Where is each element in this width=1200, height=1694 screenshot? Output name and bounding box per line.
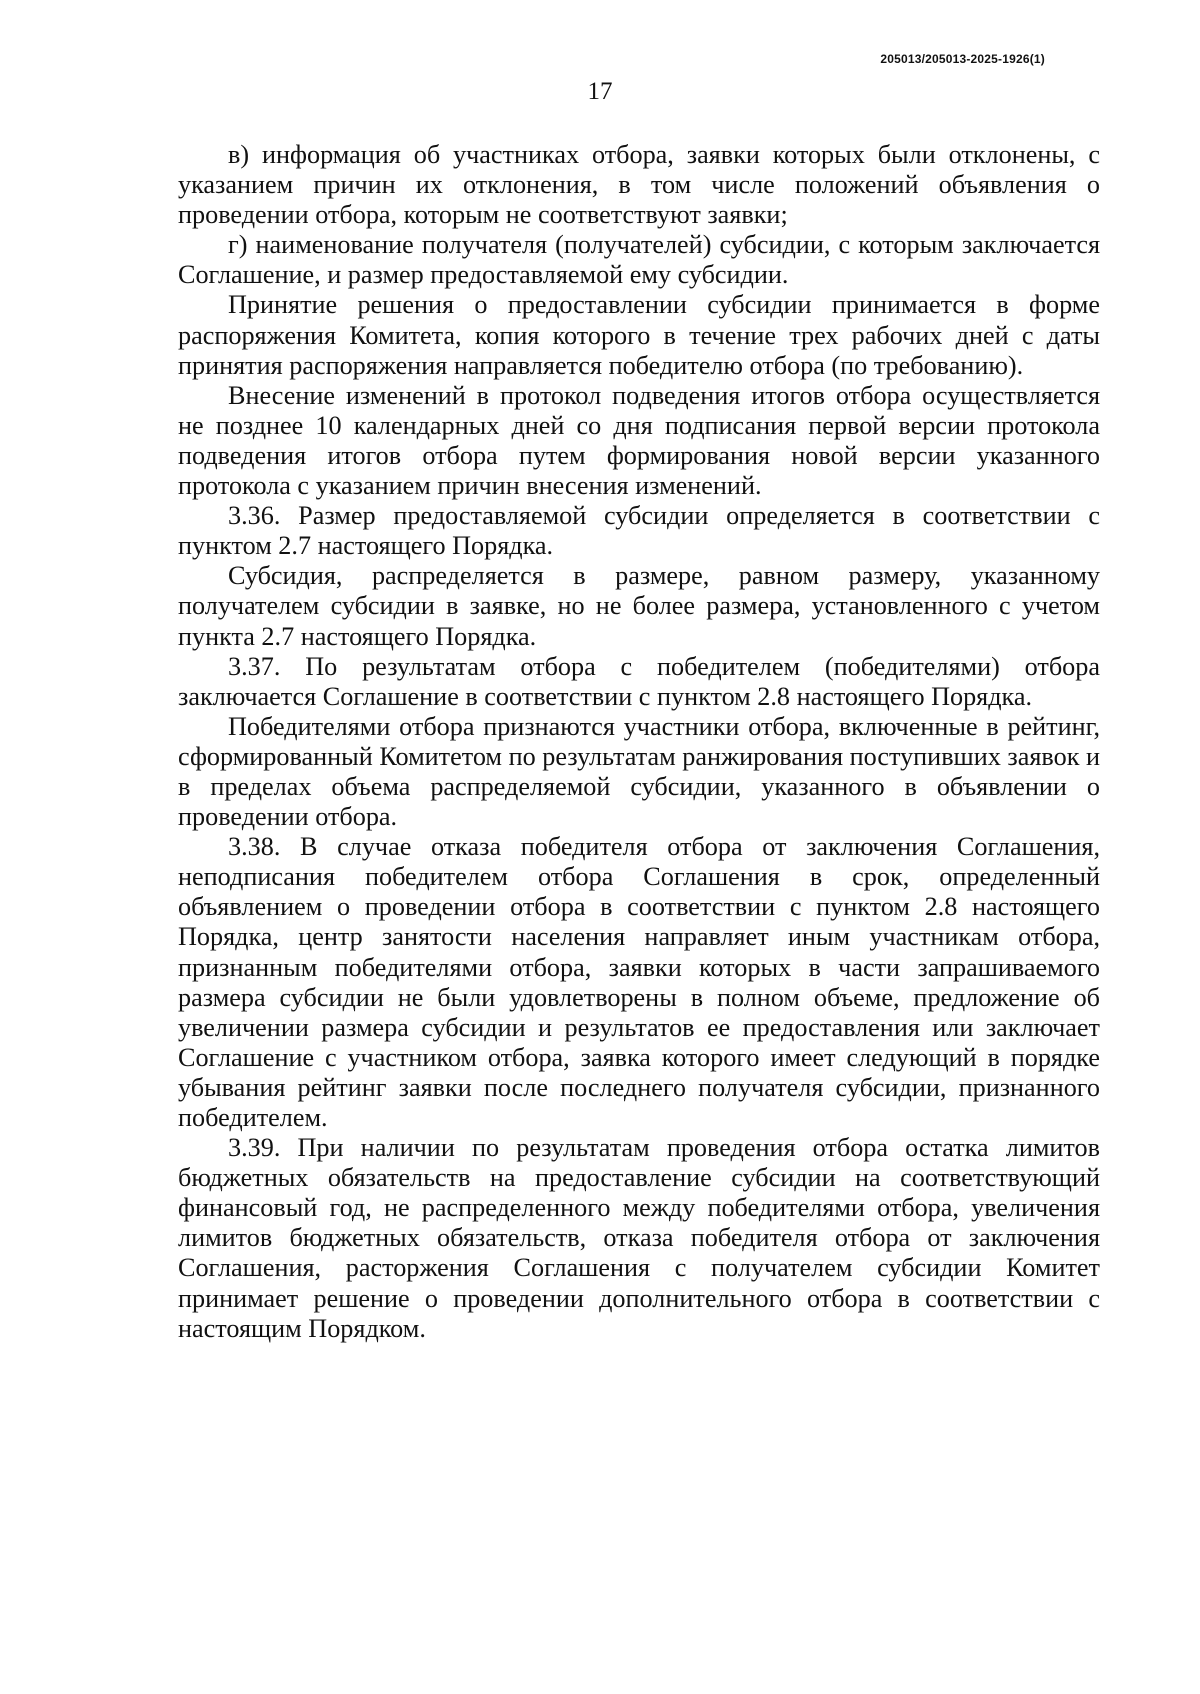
document-id: 205013/205013-2025-1926(1) bbox=[880, 52, 1045, 66]
document-body bbox=[178, 140, 1100, 1344]
paragraph-subsidy-distribution: Субсидия, распределяется в размере, равном размеру, указанному получателем субсидии в заявке, но не более размера, установленного с учетом пункта 2.7 настоящего Порядка. bbox=[178, 561, 1100, 651]
paragraph-3-38: 3.38. В случае отказа победителя отбора от заключения Соглашения, неподписания победителем отбора Соглашения в срок, определенный объявлением о проведении отбора в соответствии с пунктом 2.8 настоящего Порядка, центр занятости населения направляет иным участникам отбора, признанным победителями отбора, заявки которых в части запрашиваемого размера субсидии не были удовлетворены в полном объеме, предложение об увеличении размера субсидии и результатов ее предоставления или заключает Соглашение с участником отбора, заявка которого имеет следующий в порядке убывания рейтинг заявки после последнего получателя субсидии, признанного победителем. bbox=[178, 832, 1100, 1132]
paragraph-g-recipient-name: г) наименование получателя (получателей) субсидии, с которым заключается Соглашение, и размер предоставляемой ему субсидии. bbox=[178, 230, 1100, 290]
paragraph-protocol-changes: Внесение изменений в протокол подведения итогов отбора осуществляется не позднее 10 календарных дней со дня подписания первой версии протокола подведения итогов отбора путем формирования новой версии указанного протокола с указанием причин внесения изменений. bbox=[178, 380, 1100, 501]
paragraph-3-39: 3.39. При наличии по результатам проведения отбора остатка лимитов бюджетных обязательств на предоставление субсидии на соответствующий финансовый год, не распределенного между победителями отбора, увеличения лимитов бюджетных обязательств, отказа победителя отбора от заключения Соглашения, расторжения Соглашения с получателем субсидии Комитет принимает решение о проведении дополнительного отбора в соответствии с настоящим Порядком. bbox=[178, 1133, 1100, 1343]
paragraph-3-36: 3.36. Размер предоставляемой субсидии определяется в соответствии с пунктом 2.7 настоящего Порядка. bbox=[178, 501, 1100, 561]
paragraph-3-37: 3.37. По результатам отбора с победителем (победителями) отбора заключается Соглашение в соответствии с пунктом 2.8 настоящего Порядка. bbox=[178, 651, 1100, 711]
paragraph-winners: Победителями отбора признаются участники отбора, включенные в рейтинг, сформированный Комитетом по результатам ранжирования поступивших заявок и в пределах объема распределяемой субсидии, указанного в объявлении о проведении отбора. bbox=[178, 711, 1100, 832]
paragraph-decision-form: Принятие решения о предоставлении субсидии принимается в форме распоряжения Комитета, копия которого в течение трех рабочих дней с даты принятия распоряжения направляется победителю отбора (по требованию). bbox=[178, 290, 1100, 380]
paragraph-v-rejected-participants: в) информация об участниках отбора, заявки которых были отклонены, с указанием причин их отклонения, в том числе положений объявления о проведении отбора, которым не соответствуют заявки; bbox=[178, 140, 1100, 230]
page-number: 17 bbox=[587, 78, 613, 105]
